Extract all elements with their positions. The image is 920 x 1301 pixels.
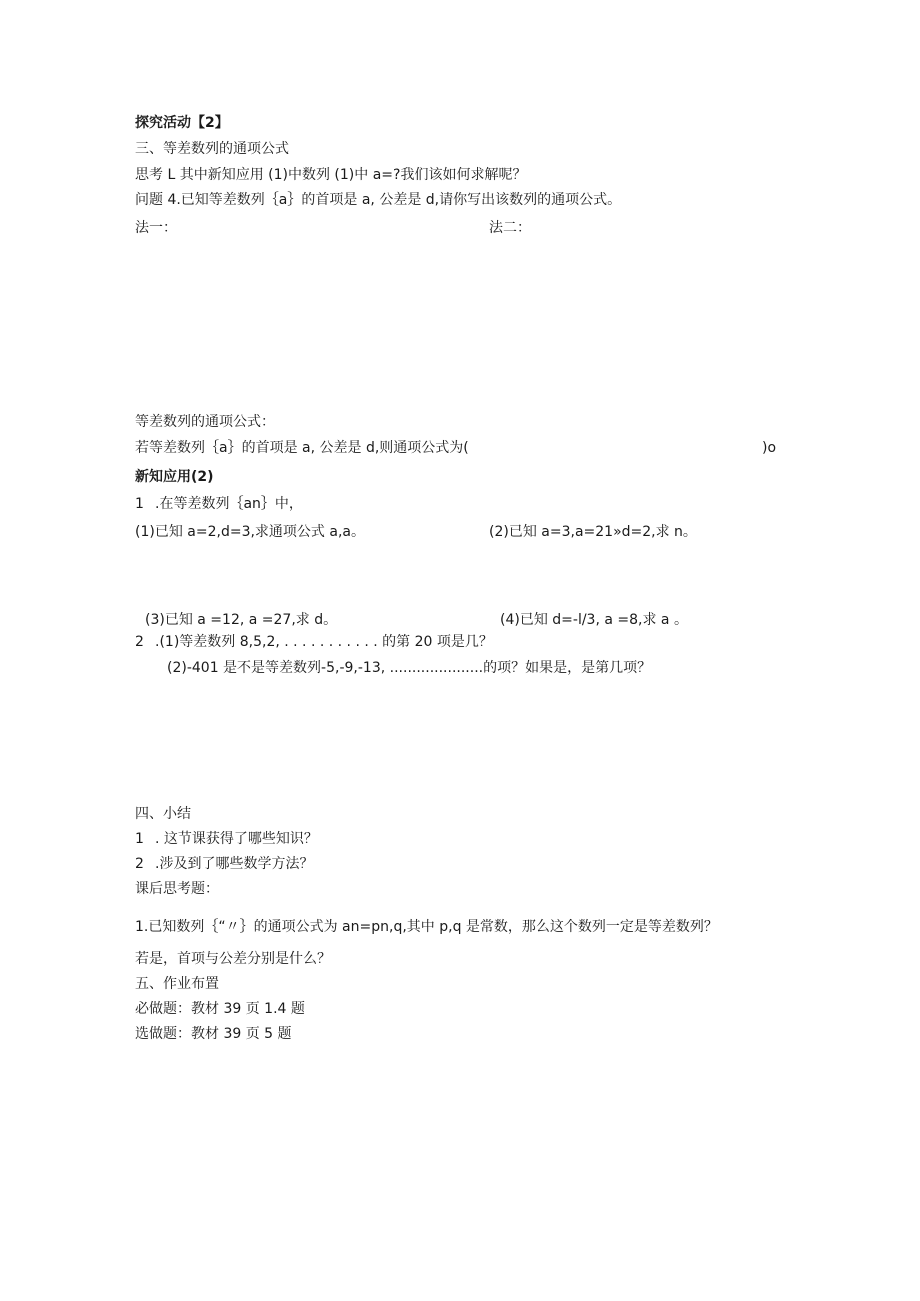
formula-line: 若等差数列｛a｝的首项是 a, 公差是 d,则通项公式为( <box>135 440 469 456</box>
section-5-title: 五、作业布置 <box>135 976 219 992</box>
q1-part-3: (3)已知 a =12, a =27,求 d。 <box>145 612 338 628</box>
section-3-title: 三、等差数列的通项公式 <box>135 141 289 157</box>
method-2-label: 法二： <box>489 220 531 236</box>
formula-close: )o <box>762 440 777 456</box>
after-class-heading: 课后思考题： <box>135 881 219 897</box>
q2-part-2: (2)-401 是不是等差数列-5,-9,-13, .....................的项？如果是，是第几项？ <box>167 660 652 676</box>
q1-text: .在等差数列｛an｝中， <box>155 496 303 512</box>
section-4-title: 四、小结 <box>135 806 191 822</box>
summary-1-text: . 这节课获得了哪些知识？ <box>155 831 318 847</box>
q1-part-4: (4)已知 d=-l/3, a =8,求 a 。 <box>500 612 688 628</box>
q1-number: 1 <box>135 496 144 512</box>
after-class-question-1: 1.已知数列｛“〃｝的通项公式为 an=pn,q,其中 p,q 是常数，那么这个数列一定是等差数列？ <box>135 919 718 935</box>
homework-optional: 选做题：教材 39 页 5 题 <box>135 1026 292 1042</box>
after-class-question-1-cont: 若是，首项与公差分别是什么？ <box>135 951 331 967</box>
homework-required: 必做题：教材 39 页 1.4 题 <box>135 1001 305 1017</box>
new-app-heading: 新知应用(2) <box>135 469 214 485</box>
q2-number: 2 <box>135 634 144 650</box>
summary-2-text: .涉及到了哪些数学方法？ <box>155 856 314 872</box>
q1-part-2: (2)已知 a=3,a=21»d=2,求 n。 <box>489 524 697 540</box>
q2-text: .(1)等差数列 8,5,2, . . . . . . . . . . . 的第 20 项是几？ <box>155 634 493 650</box>
method-1-label: 法一： <box>135 220 177 236</box>
formula-heading: 等差数列的通项公式： <box>135 414 275 430</box>
think-question: 思考 L 其中新知应用 (1)中数列 (1)中 a=?我们该如何求解呢？ <box>135 167 527 183</box>
problem-4: 问题 4.已知等差数列｛a｝的首项是 a, 公差是 d,请你写出该数列的通项公式。 <box>135 192 622 208</box>
q1-part-1: (1)已知 a=2,d=3,求通项公式 a,a。 <box>135 524 365 540</box>
summary-1-number: 1 <box>135 831 144 847</box>
summary-2-number: 2 <box>135 856 144 872</box>
section-activity-heading: 探究活动【2】 <box>135 115 229 131</box>
